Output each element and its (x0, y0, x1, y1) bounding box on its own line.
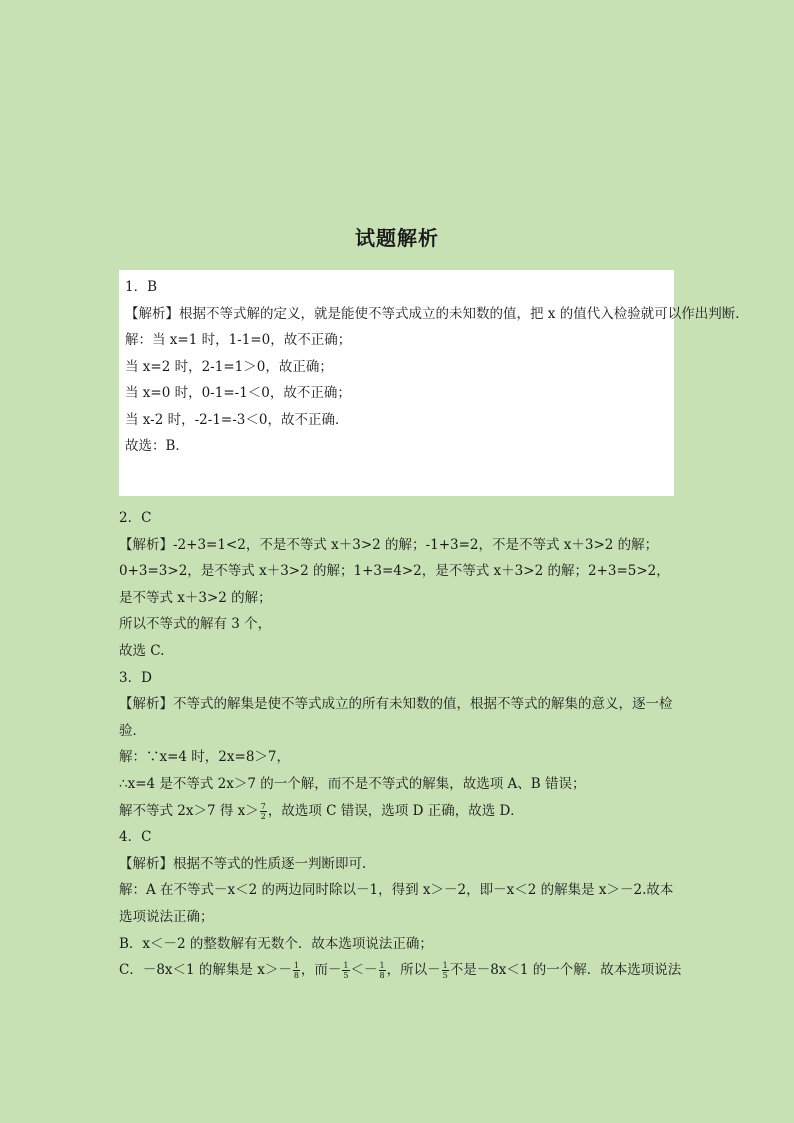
q2-line-1: 所以不等式的解有 3 个， (119, 616, 272, 633)
q3-line-3-b: ，故选项 C 错误，选项 D 正确，故选 D． (267, 802, 524, 819)
fraction-1-5: $\frac{1}{5}$ (343, 961, 349, 981)
q4-option-b: B．x＜－2 的整数解有无数个．故本选项说法正确； (119, 935, 433, 952)
q2-analysis: 【解析】-2+3=1<2，不是不等式 x＋3>2 的解；-1+3=2，不是不等式 x＋3>2 的解；0+3=3>2，是不等式 x＋3>2 的解；1+3=4>2，是不等式 x＋3>2 的解；2+3=5>2，是不等式 x＋3>2 的解； (119, 536, 670, 606)
q3-line-1: 解：∵x=4 时，2x=8＞7， (119, 749, 290, 766)
q3-line-3 (119, 798, 679, 825)
fraction-1-5-b: $\frac{1}{5}$ (442, 961, 448, 981)
solutions-body (119, 505, 682, 984)
q3-answer: 3．D (119, 669, 152, 686)
q1-answer: 1．B (125, 279, 158, 295)
q4-option-a: 解：A 在不等式－x＜2 的两边同时除以－1，得到 x＞－2，即－x＜2 的解集是 x＞－2.故本选项说法正确； (119, 882, 674, 925)
q4-analysis: 【解析】根据不等式的性质逐一判断即可. (119, 855, 367, 872)
q1-conclusion: 故选：B． (125, 438, 189, 454)
q3-analysis: 【解析】不等式的解集是使不等式成立的所有未知数的值，根据不等式的解集的意义，逐一检验． (119, 696, 673, 739)
q1-step-3: 当 x=0 时，0-1=-1＜0，故不正确； (125, 385, 351, 401)
q4-option-c: C．－8x＜1 的解集是 x＞－ $\frac{1}{8}$ ，而－ $\frac{1}{5}$ ＜－ $\frac{1}{8}$ ，所以－ $\frac{1}{5}$ 不是－8x＜1 的一个解．故本选项说法 (119, 961, 682, 981)
q2-line-2: 故选 C. (119, 642, 165, 659)
q1-step-4: 当 x-2 时，-2-1=-3＜0，故不正确． (125, 411, 349, 428)
fraction-1-8: $\frac{1}{8}$ (293, 961, 299, 981)
q4-answer: 4．C (119, 829, 152, 846)
fraction-1-8-b: $\frac{1}{8}$ (379, 961, 385, 981)
q3-line-3-a: 解不等式 2x＞7 得 x＞ (119, 802, 259, 819)
q1-step-1: 解：当 x=1 时，1-1=0，故不正确； (125, 332, 352, 348)
q3-line-2: ∴x=4 是不等式 2x＞7 的一个解，而不是不等式的解集，故选项 A、B 错误； (119, 775, 586, 792)
fraction-7-2: $\frac{7}{2}$ (260, 801, 266, 821)
q1-step-2: 当 x=2 时，2-1=1＞0，故正确； (125, 358, 333, 375)
q1-analysis: 【解析】根据不等式解的定义，就是能使不等式成立的未知数的值，把 x 的值代入检验就可以作出判断． (125, 305, 749, 322)
q2-answer: 2．C (119, 510, 152, 526)
page-title: 试题解析 (355, 226, 439, 250)
question-1-panel (119, 270, 749, 496)
